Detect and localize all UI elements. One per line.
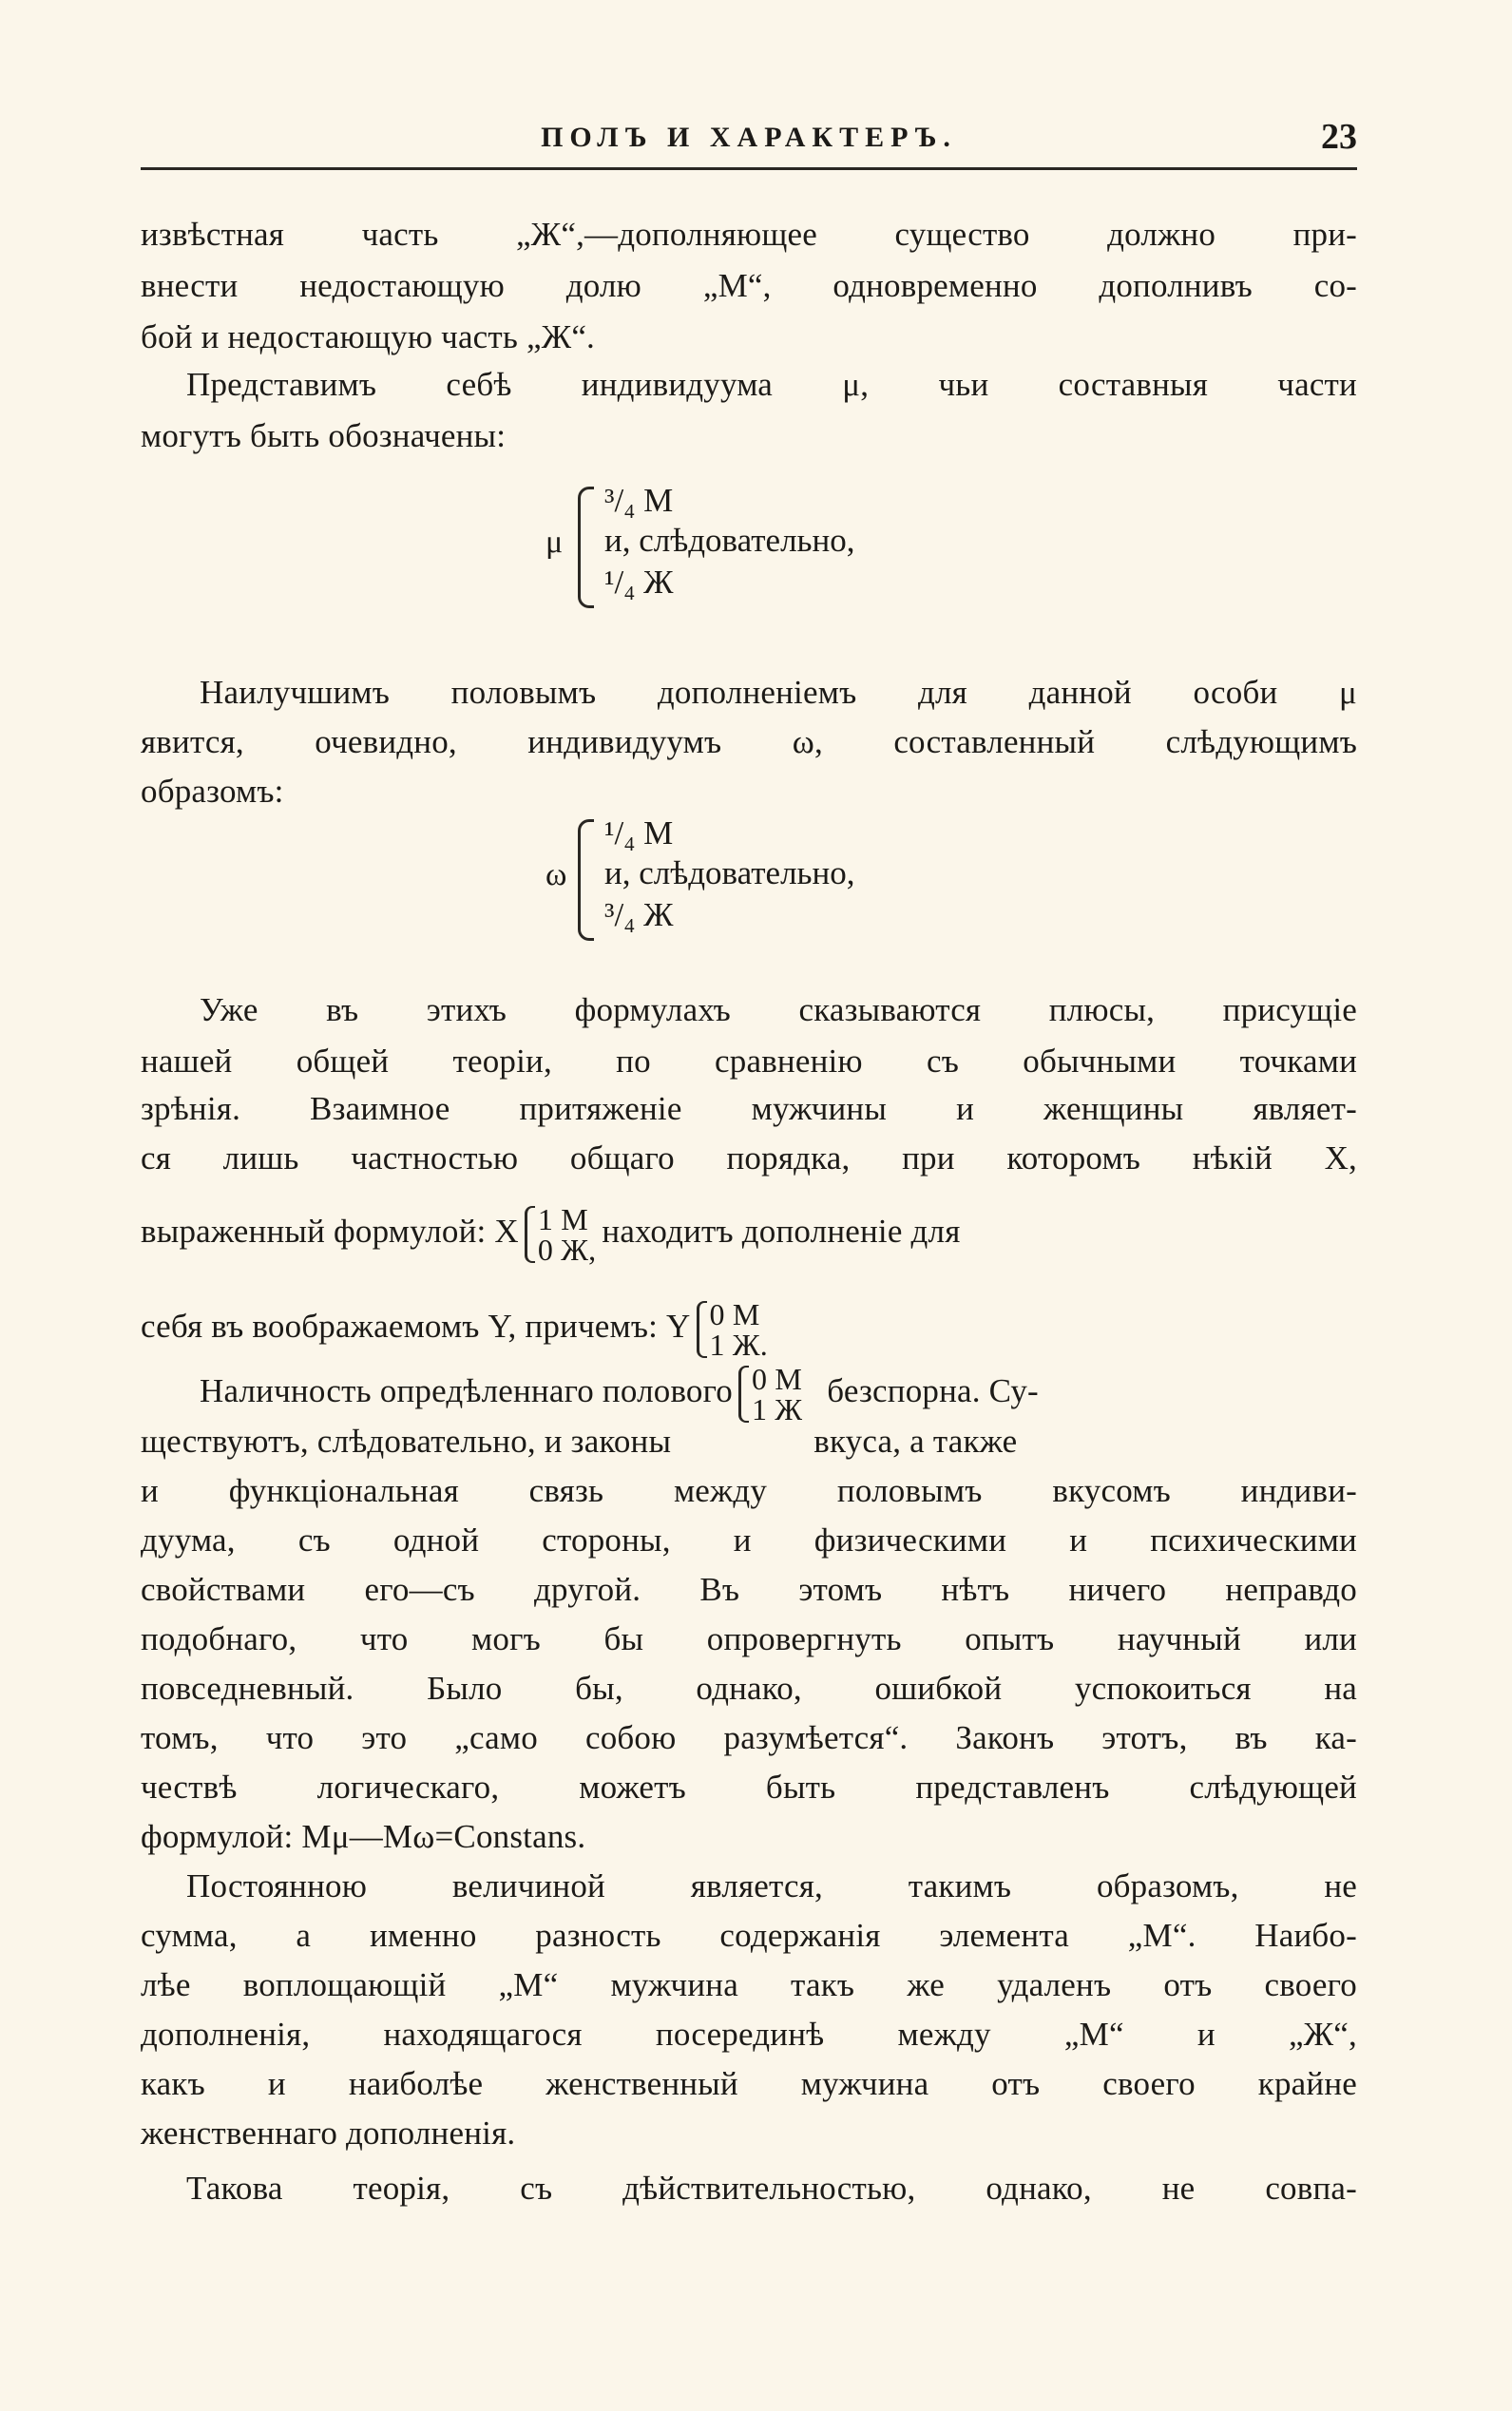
- formula-symbol: ω: [545, 857, 567, 892]
- formula-omega: [545, 813, 945, 947]
- text-line: внести недостающую долю „М“, одновременно дополнивъ со-: [141, 267, 1357, 304]
- text-line: дополненiя, находящагося посерединѣ между „М“ и „Ж“,: [141, 2016, 1357, 2053]
- running-header: [141, 112, 1357, 170]
- text-line: ся лишь частностью общаго порядка, при которомъ нѣкiй X,: [141, 1139, 1357, 1177]
- curly-brace: [578, 819, 594, 941]
- formula-row: 0 М: [709, 1296, 760, 1331]
- curly-brace: [578, 487, 594, 608]
- text-line: женственнаго дополненiя.: [141, 2114, 516, 2152]
- text-line: Такова теорiя, съ дѣйствительностью, однако, не совпа-: [186, 2170, 1357, 2207]
- text-line-with-formula: [141, 1194, 1357, 1270]
- inline-formula-x: [525, 1201, 597, 1267]
- text-fragment: себя въ воображаемомъ Y, причемъ: Y: [141, 1308, 691, 1345]
- header-title: ПОЛЪ И ХАРАКТЕРЪ.: [541, 122, 957, 153]
- formula-row: 1 Ж: [752, 1391, 803, 1426]
- text-line: образомъ:: [141, 773, 284, 810]
- text-line: и функцiональная связь между половымъ вкусомъ индиви-: [141, 1472, 1357, 1509]
- text-line: дуума, съ одной стороны, и физическими и психическими: [141, 1521, 1357, 1559]
- text-line: лѣе воплощающiй „М“ мужчина такъ же удаленъ отъ своего: [141, 1966, 1357, 2003]
- text-line: подобнаго, что могъ бы опровергнуть опытъ научный или: [141, 1620, 1357, 1657]
- formula-row: ¹/₄ М: [604, 814, 674, 852]
- formula-row: и, слѣдовательно,: [604, 854, 855, 891]
- formula-row: ¹/₄ Ж: [604, 564, 674, 601]
- text-fragment: ществуютъ, слѣдовательно, и законы: [141, 1423, 672, 1460]
- text-fragment: вкуса, а также: [813, 1423, 1018, 1460]
- text-line: Уже въ этихъ формулахъ сказываются плюсы, присущiе: [200, 991, 1357, 1028]
- formula-row: и, слѣдовательно,: [604, 522, 855, 559]
- inline-formula-taste: [738, 1361, 803, 1426]
- text-line: извѣстная часть „Ж“,—дополняющее существо должно при-: [141, 216, 1357, 253]
- text-line: бой и недостающую часть „Ж“.: [141, 318, 595, 355]
- text-line-with-formula: [200, 1361, 1357, 1426]
- text-fragment: Наличность опредѣленнаго полового: [200, 1372, 734, 1409]
- formula-row: 0 М: [752, 1361, 803, 1396]
- text-line: повседневный. Было бы, однако, ошибкой успокоиться на: [141, 1670, 1357, 1707]
- inline-formula-y: [697, 1296, 768, 1362]
- text-line: явится, очевидно, индивидуумъ ω, составленный слѣдующимъ: [141, 723, 1357, 760]
- text-fragment: находитъ дополненiе для: [602, 1213, 961, 1250]
- text-line: Постоянною величиной является, такимъ образомъ, не: [186, 1867, 1357, 1904]
- text-line: Представимъ себѣ индивидуума μ, чьи составныя части: [186, 366, 1357, 403]
- text-line: свойствами его—съ другой. Въ этомъ нѣтъ ничего неправдо: [141, 1571, 1357, 1608]
- formula-row: 1 М: [537, 1201, 588, 1236]
- text-fragment: безспорна. Су-: [827, 1372, 1039, 1409]
- text-line: нашей общей теорiи, по сравненiю съ обычными точками: [141, 1043, 1357, 1080]
- text-line: томъ, что это „само собою разумѣется“. Законъ этотъ, въ ка-: [141, 1719, 1357, 1756]
- formula-row: ³/₄ М: [604, 482, 674, 519]
- formula-row: 1 Ж.: [709, 1327, 768, 1362]
- text-line: [141, 1420, 1357, 1464]
- text-line-with-formula: [141, 1289, 1357, 1365]
- text-line: Наилучшимъ половымъ дополненiемъ для данной особи μ: [200, 674, 1357, 711]
- text-line: какъ и наиболѣе женственный мужчина отъ своего крайне: [141, 2065, 1357, 2102]
- text-line: формулой: Mμ—Mω=Constans.: [141, 1818, 586, 1855]
- formula-mu: [545, 481, 945, 614]
- text-line: чествѣ логическаго, можетъ быть представленъ слѣдующей: [141, 1769, 1357, 1806]
- text-line: сумма, а именно разность содержанiя элемента „М“. Наибо-: [141, 1917, 1357, 1954]
- text-fragment: выраженный формулой: X: [141, 1213, 519, 1250]
- formula-symbol: μ: [545, 525, 564, 560]
- page-number: 23: [1321, 117, 1357, 157]
- formula-row: ³/₄ Ж: [604, 896, 674, 933]
- text-line: зрѣнiя. Взаимное притяженiе мужчины и женщины являет-: [141, 1090, 1357, 1127]
- formula-row: 0 Ж,: [537, 1232, 597, 1267]
- text-line: могутъ быть обозначены:: [141, 417, 507, 454]
